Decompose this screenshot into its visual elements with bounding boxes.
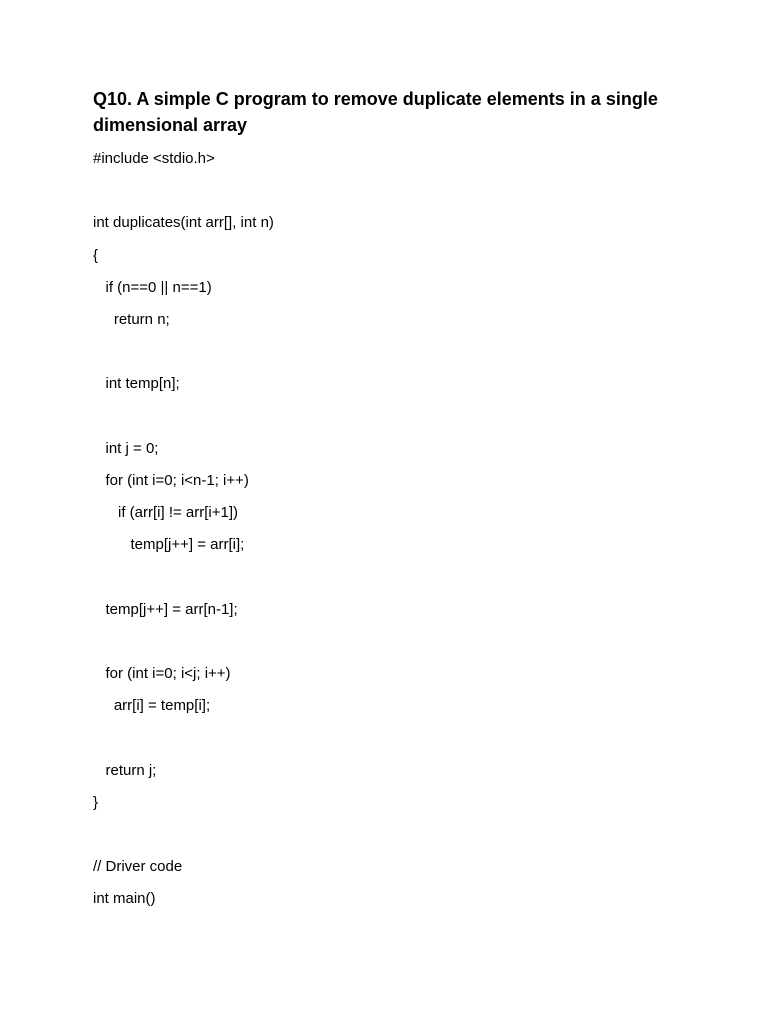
code-line <box>93 178 733 210</box>
code-line <box>93 629 733 661</box>
code-line: } <box>93 793 99 811</box>
code-line: return j; <box>93 761 157 779</box>
code-line: int main() <box>93 890 156 908</box>
code-line: arr[i] = temp[i]; <box>93 697 211 715</box>
code-line: temp[j++] = arr[i]; <box>93 536 245 554</box>
code-line: temp[j++] = arr[n-1]; <box>93 600 238 618</box>
code-line: { <box>93 246 99 264</box>
code-line: for (int i=0; i<j; i++) <box>93 665 231 682</box>
code-line <box>93 822 733 854</box>
code-line: // Driver code <box>93 858 183 876</box>
code-line <box>93 339 733 371</box>
code-line: int duplicates(int arr[], int n) <box>93 214 274 232</box>
code-block <box>93 146 733 919</box>
code-line <box>93 564 733 596</box>
code-line: return n; <box>93 310 170 328</box>
code-line: for (int i=0; i<n-1; i++) <box>93 471 249 489</box>
code-line: #include <stdio.h> <box>93 150 215 167</box>
code-line <box>93 725 733 757</box>
code-line <box>93 404 733 436</box>
code-line: if (n==0 || n==1) <box>93 278 212 296</box>
document-heading: Q10. A simple C program to remove duplicate elements in a single dimensional array <box>93 89 658 135</box>
code-line: if (arr[i] != arr[i+1]) <box>93 504 239 522</box>
code-line: int j = 0; <box>93 439 159 457</box>
code-line: int temp[n]; <box>93 375 180 393</box>
